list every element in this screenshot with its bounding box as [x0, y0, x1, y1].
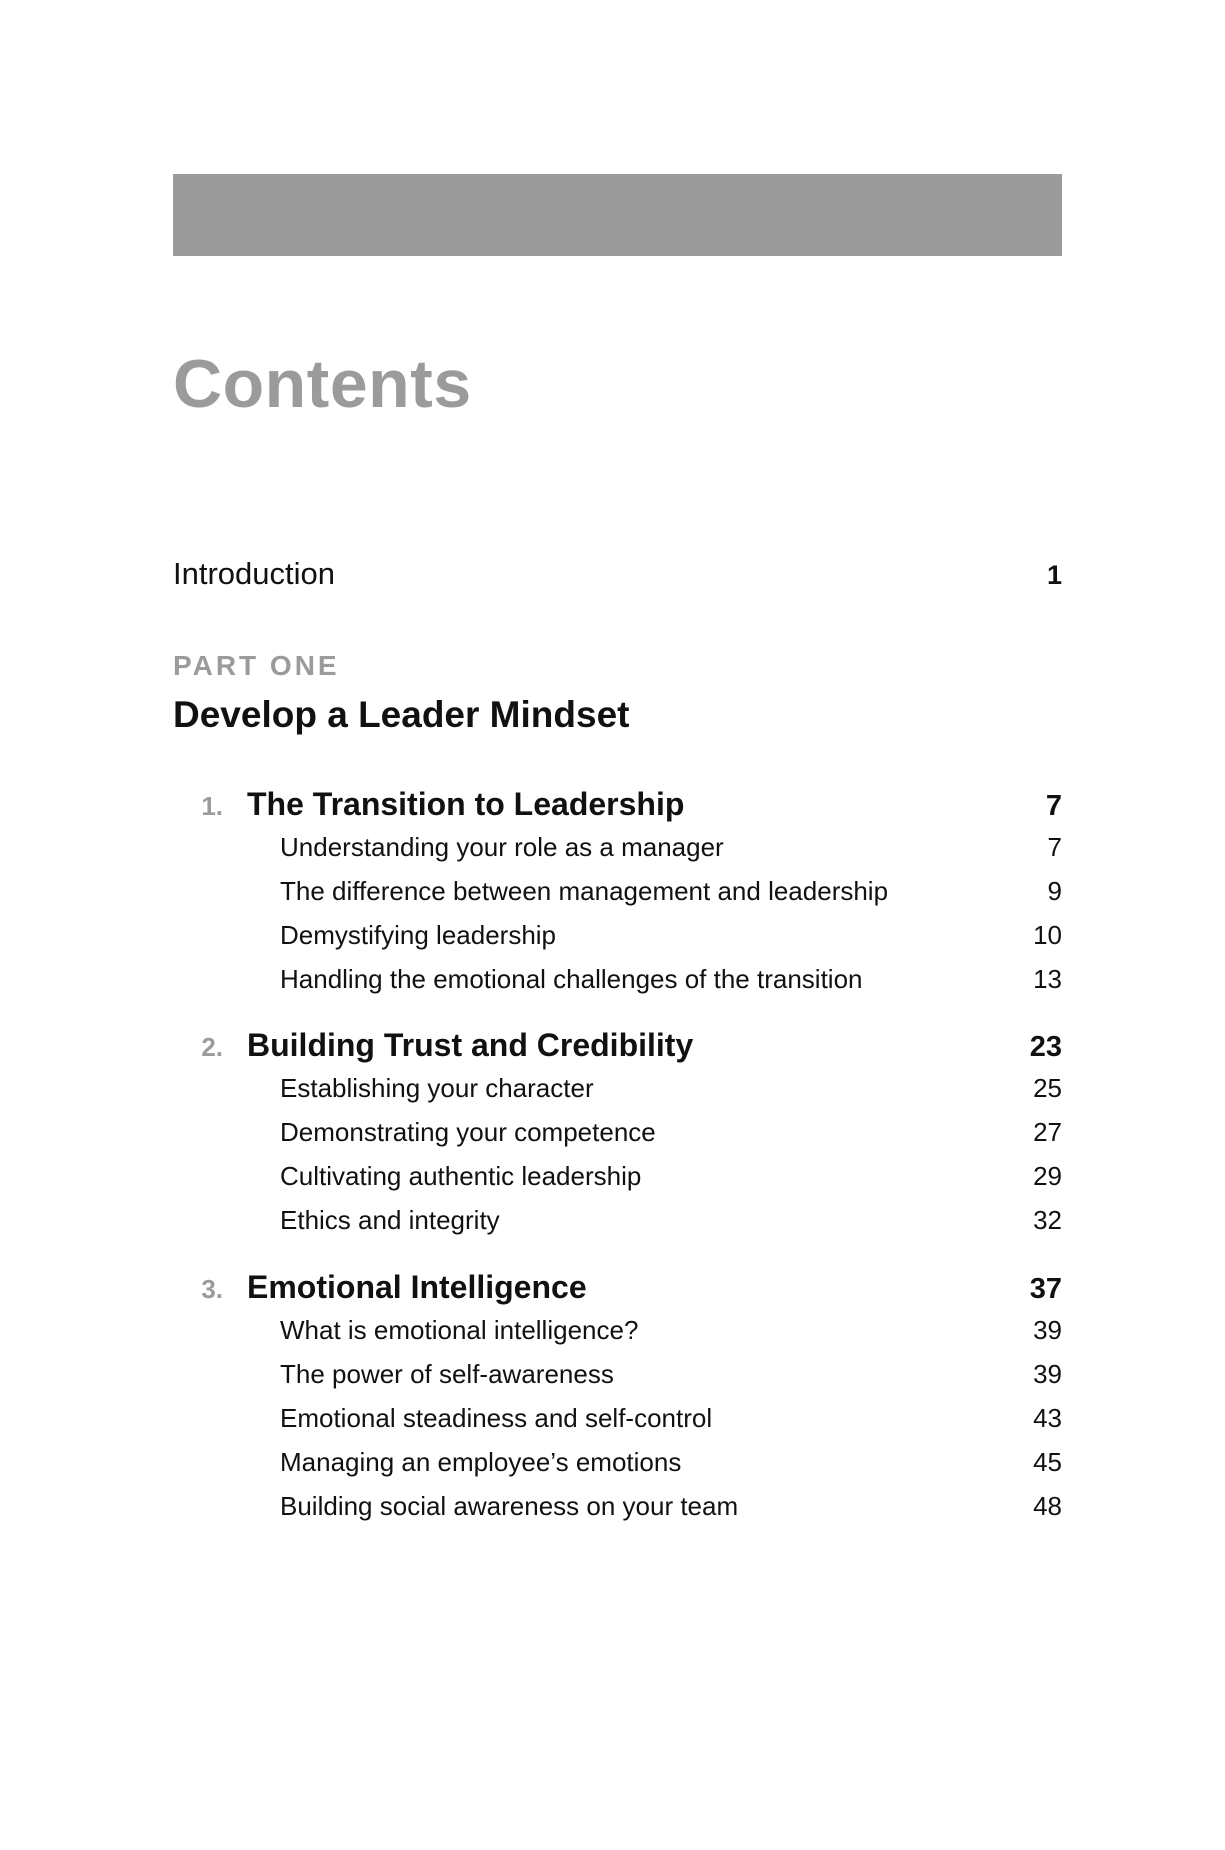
section-label: Managing an employee’s emotions [280, 1447, 682, 1477]
chapter-1 [173, 786, 1062, 1008]
toc-introduction[interactable] [173, 556, 1062, 592]
section-page-number: 39 [1033, 1359, 1062, 1389]
toc-section[interactable] [173, 1315, 1062, 1359]
section-label: What is emotional intelligence? [280, 1315, 639, 1345]
toc-section[interactable] [173, 1117, 1062, 1161]
section-label: Demystifying leadership [280, 920, 557, 950]
chapter-number: 2. [201, 1032, 223, 1062]
section-page-number: 9 [1047, 876, 1062, 906]
section-label: Demonstrating your competence [280, 1117, 656, 1147]
section-page-number: 13 [1033, 964, 1062, 994]
header-band [173, 174, 1062, 256]
toc-section[interactable] [173, 1491, 1062, 1535]
chapter-2 [173, 1027, 1062, 1249]
section-label: Handling the emotional challenges of the transition [280, 964, 863, 994]
section-page-number: 29 [1033, 1161, 1062, 1191]
chapter-number: 3. [201, 1274, 223, 1304]
section-label: Ethics and integrity [280, 1205, 500, 1235]
introduction-label: Introduction [173, 556, 335, 591]
section-label: The difference between management and leadership [280, 876, 889, 906]
chapter-sections [173, 1315, 1062, 1535]
toc-section[interactable] [173, 1403, 1062, 1447]
section-label: Building social awareness on your team [280, 1491, 739, 1521]
chapter-sections [173, 1073, 1062, 1249]
chapter-page-number: 7 [1045, 790, 1062, 822]
section-page-number: 43 [1033, 1403, 1062, 1433]
section-page-number: 25 [1033, 1073, 1062, 1103]
toc-section[interactable] [173, 1447, 1062, 1491]
toc-section[interactable] [173, 832, 1062, 876]
section-page-number: 32 [1033, 1205, 1062, 1235]
chapter-page-number: 37 [1029, 1273, 1062, 1305]
chapter-sections [173, 832, 1062, 1008]
chapter-title: Emotional Intelligence [247, 1269, 587, 1305]
chapter-title: Building Trust and Credibility [247, 1027, 694, 1063]
section-page-number: 10 [1033, 920, 1062, 950]
introduction-page-number: 1 [1046, 560, 1062, 590]
section-page-number: 7 [1047, 832, 1062, 862]
section-page-number: 27 [1033, 1117, 1062, 1147]
toc-section[interactable] [173, 1205, 1062, 1249]
section-page-number: 48 [1033, 1491, 1062, 1521]
chapter-heading[interactable] [173, 1027, 1062, 1073]
chapter-heading[interactable] [173, 786, 1062, 832]
chapter-3 [173, 1269, 1062, 1535]
chapter-title: The Transition to Leadership [247, 786, 685, 822]
toc-section[interactable] [173, 1073, 1062, 1117]
page-title: Contents [173, 346, 472, 422]
section-label: Establishing your character [280, 1073, 594, 1103]
toc-section[interactable] [173, 876, 1062, 920]
toc-section[interactable] [173, 920, 1062, 964]
part-label: PART ONE [173, 650, 340, 681]
chapter-heading[interactable] [173, 1269, 1062, 1315]
part-title: Develop a Leader Mindset [173, 694, 630, 735]
chapter-page-number: 23 [1029, 1031, 1062, 1063]
toc-section[interactable] [173, 1161, 1062, 1205]
section-label: Understanding your role as a manager [280, 832, 724, 862]
toc-section[interactable] [173, 964, 1062, 1008]
section-label: Emotional steadiness and self-control [280, 1403, 713, 1433]
section-label: Cultivating authentic leadership [280, 1161, 642, 1191]
section-label: The power of self-awareness [280, 1359, 614, 1389]
chapter-number: 1. [201, 791, 223, 821]
section-page-number: 39 [1033, 1315, 1062, 1345]
toc-section[interactable] [173, 1359, 1062, 1403]
section-page-number: 45 [1033, 1447, 1062, 1477]
